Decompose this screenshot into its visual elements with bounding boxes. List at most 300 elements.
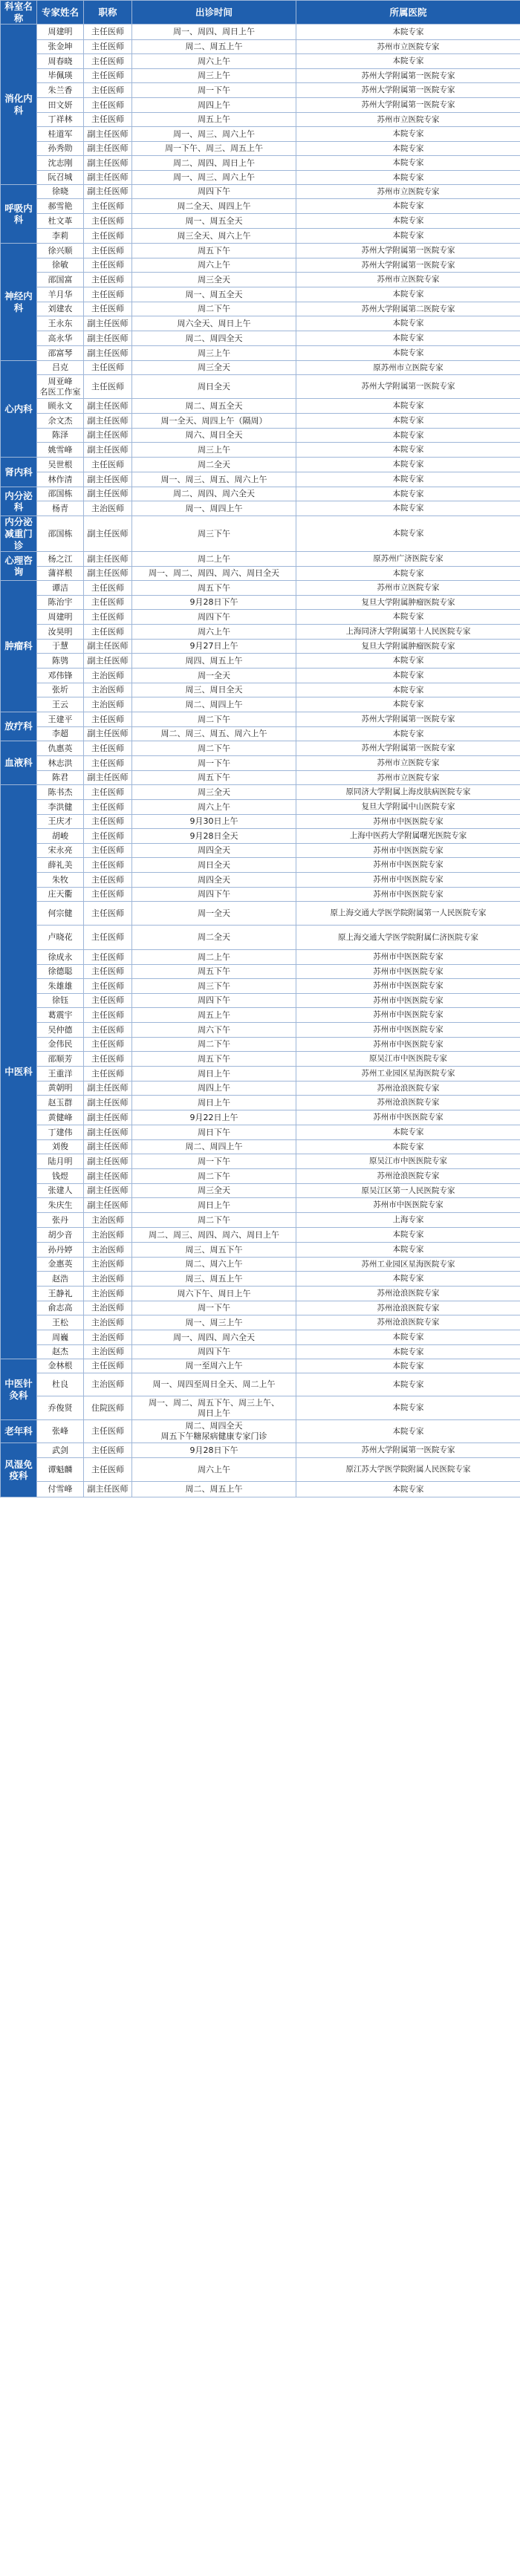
clinic-time: 周一至周六上午	[132, 1359, 296, 1373]
expert-name: 王云	[37, 697, 84, 712]
hospital-name: 本院专家	[296, 429, 520, 443]
clinic-time: 周日上午	[132, 1096, 296, 1110]
clinic-time: 周二、周三、周五、周六上午	[132, 727, 296, 741]
expert-name: 黄朝明	[37, 1082, 84, 1096]
expert-title: 主任医师	[84, 888, 132, 902]
expert-name: 王建平	[37, 712, 84, 727]
table-row	[1, 25, 520, 40]
expert-title: 主治医师	[84, 669, 132, 683]
clinic-time: 周三上午	[132, 346, 296, 361]
expert-name: 徐兴顺	[37, 244, 84, 258]
expert-name: 徐成永	[37, 950, 84, 965]
expert-title: 主任医师	[84, 287, 132, 302]
clinic-time: 周二、周四全天 周五下午糖尿病健康专家门诊	[132, 1420, 296, 1443]
expert-name: 仇惠英	[37, 741, 84, 756]
clinic-time: 周六上午	[132, 258, 296, 273]
hospital-name: 本院专家	[296, 1243, 520, 1258]
expert-title: 副主任医师	[84, 487, 132, 501]
hospital-name: 原上海交通大学医学院附属仁济医院专家	[296, 926, 520, 950]
table-row	[1, 399, 520, 414]
clinic-time: 周三下午	[132, 979, 296, 994]
expert-name: 沈志刚	[37, 156, 84, 171]
expert-name: 姚雪峰	[37, 443, 84, 458]
table-row	[1, 501, 520, 516]
expert-name: 李洪健	[37, 800, 84, 815]
table-row	[1, 142, 520, 156]
clinic-time: 周一下午	[132, 756, 296, 771]
clinic-time: 周四下午	[132, 610, 296, 625]
table-row	[1, 199, 520, 214]
table-row	[1, 458, 520, 472]
expert-title: 主任医师	[84, 302, 132, 316]
expert-title: 主任医师	[84, 902, 132, 926]
clinic-time: 周一、周二、周五下午、周三上午、 周日上午	[132, 1396, 296, 1420]
table-row	[1, 727, 520, 741]
table-row	[1, 1023, 520, 1038]
table-row	[1, 69, 520, 83]
hospital-name: 本院专家	[296, 697, 520, 712]
hospital-name: 苏州大学附属第一医院专家	[296, 244, 520, 258]
clinic-time: 周二、周四全天	[132, 331, 296, 346]
hospital-name: 苏州市中医医院专家	[296, 858, 520, 873]
expert-title: 副主任医师	[84, 472, 132, 487]
expert-name: 朱雄雄	[37, 979, 84, 994]
expert-title: 副主任医师	[84, 171, 132, 185]
expert-title: 主任医师	[84, 25, 132, 40]
expert-title: 副主任医师	[84, 443, 132, 458]
hospital-name: 苏州市中医医院专家	[296, 888, 520, 902]
expert-title: 主任医师	[84, 950, 132, 965]
expert-name: 金伟民	[37, 1038, 84, 1052]
hospital-name: 苏州大学附属第一医院专家	[296, 375, 520, 399]
department-name: 消化内科	[1, 25, 37, 185]
expert-title: 副主任医师	[84, 1096, 132, 1110]
table-row	[1, 844, 520, 858]
hospital-name: 本院专家	[296, 414, 520, 429]
clinic-time: 周二下午	[132, 1213, 296, 1228]
expert-name: 周春晓	[37, 54, 84, 69]
expert-name: 杨之江	[37, 552, 84, 567]
clinic-time: 周二上午	[132, 552, 296, 567]
expert-title: 副主任医师	[84, 1154, 132, 1169]
clinic-time: 周一下午、周三、周五上午	[132, 142, 296, 156]
table-row	[1, 965, 520, 979]
clinic-time: 周二、周五上午	[132, 40, 296, 54]
hospital-name: 本院专家	[296, 1482, 520, 1497]
hospital-name: 苏州工业园区星海医院专家	[296, 1258, 520, 1272]
expert-title: 主任医师	[84, 40, 132, 54]
expert-name: 桂道军	[37, 127, 84, 142]
expert-name: 毕佩瑛	[37, 69, 84, 83]
expert-name: 邓伟锋	[37, 669, 84, 683]
clinic-time: 周日全天	[132, 858, 296, 873]
expert-title: 主任医师	[84, 199, 132, 214]
clinic-time: 周一全天	[132, 902, 296, 926]
clinic-time: 周三全天	[132, 273, 296, 287]
hospital-name: 苏州大学附属第一医院专家	[296, 741, 520, 756]
expert-name: 周巍	[37, 1330, 84, 1345]
department-name: 中医科	[1, 785, 37, 1359]
table-row	[1, 331, 520, 346]
hospital-name: 苏州市中医医院专家	[296, 844, 520, 858]
expert-name: 谭魁麟	[37, 1458, 84, 1482]
clinic-time: 周一、周五全天	[132, 214, 296, 229]
hospital-name: 苏州市中医医院专家	[296, 1023, 520, 1038]
table-row	[1, 640, 520, 654]
expert-name: 张建人	[37, 1184, 84, 1198]
hospital-name: 本院专家	[296, 142, 520, 156]
clinic-time: 周日上午	[132, 1198, 296, 1213]
clinic-time: 周二、周四上午	[132, 697, 296, 712]
expert-name: 何宗健	[37, 902, 84, 926]
hospital-name: 苏州市中医医院专家	[296, 873, 520, 888]
hospital-name: 本院专家	[296, 567, 520, 581]
table-row	[1, 1184, 520, 1198]
hospital-name: 苏州沧浪医院专家	[296, 1287, 520, 1301]
expert-name: 吕克	[37, 361, 84, 375]
table-row	[1, 994, 520, 1008]
expert-name: 张金坤	[37, 40, 84, 54]
clinic-time: 周六上午	[132, 1458, 296, 1482]
hospital-name: 苏州大学附属第一医院专家	[296, 258, 520, 273]
table-row	[1, 581, 520, 596]
expert-title: 副主任医师	[84, 429, 132, 443]
expert-name: 朱兰香	[37, 83, 84, 98]
expert-name: 邵国富	[37, 273, 84, 287]
clinic-time: 周六下午	[132, 1023, 296, 1038]
table-row	[1, 873, 520, 888]
hospital-name: 原苏州广济医院专家	[296, 552, 520, 567]
expert-title: 主治医师	[84, 1243, 132, 1258]
clinic-time: 周三全天、周六上午	[132, 229, 296, 244]
expert-name: 王重洋	[37, 1067, 84, 1082]
clinic-time: 周五上午	[132, 113, 296, 127]
clinic-time: 周四、周五上午	[132, 654, 296, 669]
expert-name: 金林根	[37, 1359, 84, 1373]
table-row	[1, 1272, 520, 1287]
expert-name: 陆月明	[37, 1154, 84, 1169]
hospital-name: 苏州市立医院专家	[296, 771, 520, 785]
expert-name: 黄健峰	[37, 1110, 84, 1125]
clinic-time: 周一全天	[132, 669, 296, 683]
table-row	[1, 858, 520, 873]
hospital-name: 苏州市中医医院专家	[296, 994, 520, 1008]
expert-title: 主任医师	[84, 581, 132, 596]
expert-name: 钱煜	[37, 1169, 84, 1184]
table-row	[1, 625, 520, 640]
table-row	[1, 346, 520, 361]
hospital-name: 本院专家	[296, 287, 520, 302]
hospital-name: 复旦大学附属中山医院专家	[296, 800, 520, 815]
department-name: 神经内科	[1, 244, 37, 361]
expert-name: 杨青	[37, 501, 84, 516]
table-row	[1, 1052, 520, 1067]
hospital-name: 本院专家	[296, 1330, 520, 1345]
clinic-time: 周三、周日全天	[132, 683, 296, 697]
clinic-time: 周二上午	[132, 950, 296, 965]
table-row	[1, 1315, 520, 1330]
expert-title: 副主任医师	[84, 156, 132, 171]
table-row	[1, 888, 520, 902]
table-header	[1, 1, 520, 25]
hospital-name: 苏州市中医医院专家	[296, 1198, 520, 1213]
clinic-time: 周三上午	[132, 69, 296, 83]
hospital-name: 本院专家	[296, 1140, 520, 1154]
expert-name: 陈鸮	[37, 654, 84, 669]
table-row	[1, 1067, 520, 1082]
clinic-time: 周三全天	[132, 785, 296, 800]
table-row	[1, 1373, 520, 1396]
hospital-name: 本院专家	[296, 501, 520, 516]
expert-title: 主任医师	[84, 113, 132, 127]
expert-name: 庄天衢	[37, 888, 84, 902]
expert-title: 副主任医师	[84, 331, 132, 346]
clinic-time: 周五下午	[132, 1052, 296, 1067]
table-row	[1, 1110, 520, 1125]
hospital-name: 本院专家	[296, 1125, 520, 1140]
clinic-time: 周四下午	[132, 185, 296, 199]
header-title: 职称	[84, 1, 132, 25]
expert-title: 副主任医师	[84, 1198, 132, 1213]
table-row	[1, 1458, 520, 1482]
table-row	[1, 171, 520, 185]
expert-title: 副主任医师	[84, 1110, 132, 1125]
expert-title: 主任医师	[84, 1420, 132, 1443]
hospital-name: 苏州沧浪医院专家	[296, 1301, 520, 1315]
expert-title: 主治医师	[84, 683, 132, 697]
expert-title: 主任医师	[84, 858, 132, 873]
department-name: 内分泌 减重门诊	[1, 516, 37, 552]
table-row	[1, 741, 520, 756]
clinic-time: 周一、周二、周四、周六、周日全天	[132, 567, 296, 581]
expert-name: 丁祥林	[37, 113, 84, 127]
expert-title: 主任医师	[84, 1023, 132, 1038]
hospital-name: 复旦大学附属肿瘤医院专家	[296, 596, 520, 610]
table-row	[1, 1213, 520, 1228]
expert-title: 副主任医师	[84, 1082, 132, 1096]
clinic-time: 周五下午	[132, 581, 296, 596]
expert-title: 主治医师	[84, 1301, 132, 1315]
clinic-time: 周一、周三上午	[132, 1315, 296, 1330]
expert-name: 乔俊贤	[37, 1396, 84, 1420]
table-row	[1, 40, 520, 54]
hospital-name: 本院专家	[296, 127, 520, 142]
hospital-name: 苏州市中医医院专家	[296, 1008, 520, 1023]
hospital-name: 本院专家	[296, 1359, 520, 1373]
expert-name: 蒲祥根	[37, 567, 84, 581]
department-name: 呼吸内科	[1, 185, 37, 244]
expert-title: 主治医师	[84, 1315, 132, 1330]
expert-title: 主治医师	[84, 1258, 132, 1272]
table-row	[1, 1420, 520, 1443]
expert-name: 于慧	[37, 640, 84, 654]
expert-title: 主任医师	[84, 1458, 132, 1482]
expert-title: 主任医师	[84, 361, 132, 375]
hospital-name: 苏州市立医院专家	[296, 185, 520, 199]
clinic-time: 周六上午	[132, 625, 296, 640]
hospital-name: 本院专家	[296, 156, 520, 171]
expert-name: 邵富琴	[37, 346, 84, 361]
expert-title: 主任医师	[84, 741, 132, 756]
table-row	[1, 1359, 520, 1373]
expert-title: 副主任医师	[84, 1140, 132, 1154]
hospital-name: 本院专家	[296, 1396, 520, 1420]
expert-name: 吴仲德	[37, 1023, 84, 1038]
hospital-name: 本院专家	[296, 458, 520, 472]
table-row	[1, 1258, 520, 1272]
table-row	[1, 113, 520, 127]
table-row	[1, 950, 520, 965]
clinic-time: 9月22日上午	[132, 1110, 296, 1125]
expert-title: 主任医师	[84, 214, 132, 229]
hospital-name: 本院专家	[296, 1228, 520, 1243]
hospital-name: 原吴江区第一人民医院专家	[296, 1184, 520, 1198]
expert-title: 主治医师	[84, 697, 132, 712]
clinic-time: 周二、周五全天	[132, 399, 296, 414]
hospital-name: 上海中医药大学附属曙光医院专家	[296, 829, 520, 844]
table-row	[1, 1443, 520, 1458]
table-row	[1, 669, 520, 683]
table-row	[1, 1482, 520, 1497]
hospital-name: 苏州市立医院专家	[296, 756, 520, 771]
table-row	[1, 302, 520, 316]
hospital-name: 本院专家	[296, 346, 520, 361]
expert-title: 副主任医师	[84, 316, 132, 331]
expert-name: 王静礼	[37, 1287, 84, 1301]
expert-name: 孙丹婷	[37, 1243, 84, 1258]
table-row	[1, 1038, 520, 1052]
clinic-time: 周二下午	[132, 302, 296, 316]
expert-title: 主治医师	[84, 1373, 132, 1396]
table-row	[1, 1243, 520, 1258]
expert-title: 副主任医师	[84, 127, 132, 142]
clinic-time: 周一全天、周四上午（隔周）	[132, 414, 296, 429]
clinic-time: 周二、周四上午	[132, 1140, 296, 1154]
clinic-time: 周三上午	[132, 443, 296, 458]
header-hospital: 所属医院	[296, 1, 520, 25]
clinic-time: 周二、周四、周六全天	[132, 487, 296, 501]
hospital-name: 苏州大学附属第一医院专家	[296, 69, 520, 83]
expert-title: 副主任医师	[84, 640, 132, 654]
table-row	[1, 54, 520, 69]
clinic-time: 周一下午	[132, 1154, 296, 1169]
table-row	[1, 127, 520, 142]
hospital-name: 本院专家	[296, 472, 520, 487]
clinic-time: 周二下午	[132, 741, 296, 756]
expert-name: 王庆才	[37, 815, 84, 829]
expert-name: 周亚峰 名医工作室	[37, 375, 84, 399]
expert-name: 薛礼美	[37, 858, 84, 873]
table-row	[1, 1140, 520, 1154]
clinic-time: 周二、周三、周四、周六、周日上午	[132, 1228, 296, 1243]
department-name: 心理咨询	[1, 552, 37, 581]
hospital-name: 苏州市立医院专家	[296, 581, 520, 596]
hospital-name: 本院专家	[296, 171, 520, 185]
table-row	[1, 443, 520, 458]
expert-title: 主任医师	[84, 926, 132, 950]
table-row	[1, 98, 520, 113]
clinic-time: 周三全天	[132, 361, 296, 375]
expert-title: 主治医师	[84, 1287, 132, 1301]
expert-title: 主任医师	[84, 229, 132, 244]
department-name: 肿瘤科	[1, 581, 37, 712]
clinic-time: 周一、周四上午	[132, 501, 296, 516]
expert-name: 朱牧	[37, 873, 84, 888]
table-row	[1, 829, 520, 844]
expert-title: 主任医师	[84, 965, 132, 979]
expert-title: 主任医师	[84, 1067, 132, 1082]
clinic-time: 周四上午	[132, 98, 296, 113]
clinic-time: 周一、周四至周日全天、周二上午	[132, 1373, 296, 1396]
hospital-name: 本院专家	[296, 669, 520, 683]
expert-title: 副主任医师	[84, 399, 132, 414]
hospital-name: 本院专家	[296, 331, 520, 346]
table-row	[1, 756, 520, 771]
table-row	[1, 516, 520, 552]
hospital-name: 本院专家	[296, 199, 520, 214]
table-row	[1, 1345, 520, 1359]
hospital-name: 原江苏大学医学院附属人民医院专家	[296, 1458, 520, 1482]
table-row	[1, 1330, 520, 1345]
expert-title: 主治医师	[84, 1228, 132, 1243]
expert-name: 邵顺芳	[37, 1052, 84, 1067]
table-row	[1, 1287, 520, 1301]
expert-title: 主治医师	[84, 1272, 132, 1287]
hospital-name: 本院专家	[296, 229, 520, 244]
expert-title: 主任医师	[84, 596, 132, 610]
clinic-time: 周一下午	[132, 83, 296, 98]
expert-title: 主任医师	[84, 1038, 132, 1052]
expert-title: 主任医师	[84, 458, 132, 472]
table-row	[1, 610, 520, 625]
header-row	[1, 1, 520, 25]
table-row	[1, 429, 520, 443]
expert-name: 周建明	[37, 25, 84, 40]
clinic-time: 周四全天	[132, 844, 296, 858]
hospital-name: 本院专家	[296, 487, 520, 501]
table-row	[1, 414, 520, 429]
clinic-time: 周二、周五上午	[132, 1482, 296, 1497]
expert-name: 徐敏	[37, 258, 84, 273]
hospital-name: 本院专家	[296, 316, 520, 331]
expert-name: 朱庆生	[37, 1198, 84, 1213]
expert-name: 付雪峰	[37, 1482, 84, 1497]
hospital-name: 苏州市中医医院专家	[296, 1110, 520, 1125]
clinic-time: 周日上午	[132, 1067, 296, 1082]
expert-name: 刘俊	[37, 1140, 84, 1154]
clinic-time: 周日全天	[132, 375, 296, 399]
expert-name: 武剑	[37, 1443, 84, 1458]
hospital-name: 苏州沧浪医院专家	[296, 1169, 520, 1184]
table-row	[1, 979, 520, 994]
clinic-time: 周二、周六上午	[132, 1258, 296, 1272]
hospital-name: 苏州市中医医院专家	[296, 950, 520, 965]
hospital-name: 苏州大学附属第二医院专家	[296, 302, 520, 316]
clinic-time: 周一、周三、周六上午	[132, 171, 296, 185]
expert-title: 主任医师	[84, 610, 132, 625]
clinic-time: 9月28日下午	[132, 1443, 296, 1458]
table-row	[1, 800, 520, 815]
expert-name: 张峰	[37, 1420, 84, 1443]
clinic-time: 周一、周四、周六全天	[132, 1330, 296, 1345]
hospital-name: 苏州沧浪医院专家	[296, 1082, 520, 1096]
hospital-name: 本院专家	[296, 1420, 520, 1443]
hospital-name: 苏州市中医医院专家	[296, 1038, 520, 1052]
clinic-time: 周四下午	[132, 1345, 296, 1359]
hospital-name: 苏州大学附属第一医院专家	[296, 83, 520, 98]
expert-name: 阮召城	[37, 171, 84, 185]
clinic-time: 周一、周三、周六上午	[132, 127, 296, 142]
